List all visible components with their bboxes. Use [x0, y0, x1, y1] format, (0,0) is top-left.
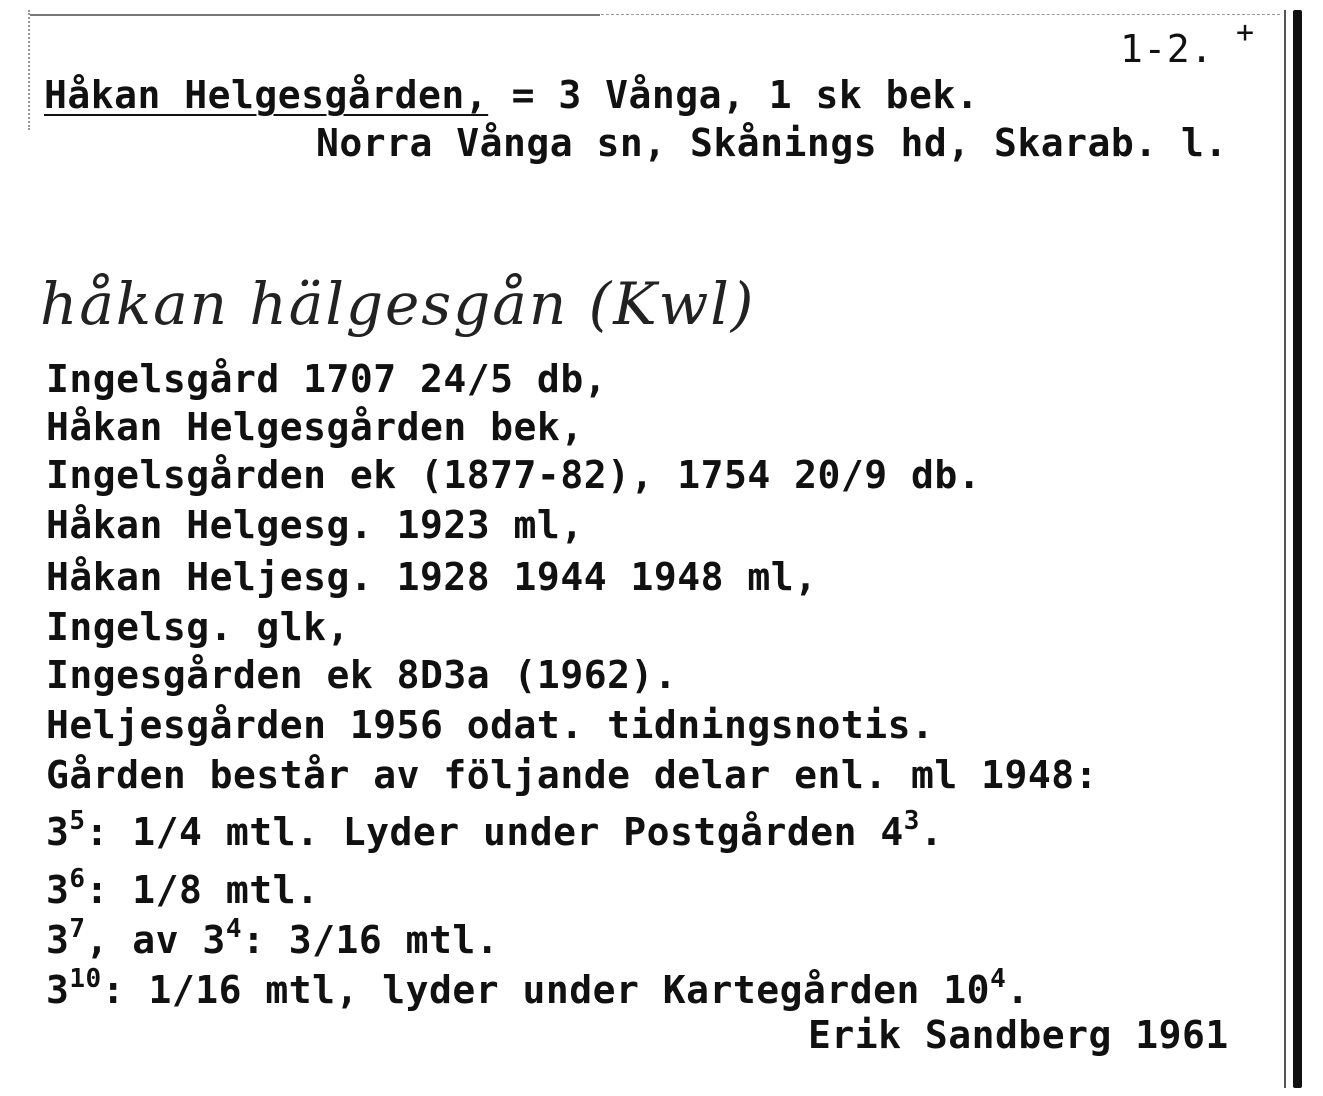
heading-name: Håkan Helgesgården,: [44, 73, 489, 117]
body-line-3: Ingelsgården ek (1877-82), 1754 20/9 db.: [46, 453, 982, 497]
body-line-2: Håkan Helgesgården bek,: [46, 405, 584, 449]
part-line-4: $3^{10}$: 1/16 mtl, lyder under Kartegården $10^4$.: [46, 964, 1030, 1012]
card-right-edge: [1293, 10, 1302, 1088]
body-line-4: Håkan Helgesg. 1923 ml,: [46, 503, 584, 547]
part-line-3: $3^7$, av $3^4$: 3/16 mtl.: [46, 914, 500, 962]
card-left-edge: [28, 10, 30, 130]
body-line-5: Håkan Heljesg. 1928 1944 1948 ml,: [46, 555, 818, 599]
part-line-1: $3^5$: 1/4 mtl. Lyder under Postgården $4^3$.: [46, 806, 944, 854]
body-line-7: Ingesgården ek 8D3a (1962).: [46, 653, 678, 697]
heading-rest: = 3 Vånga, 1 sk bek.: [488, 73, 980, 117]
body-line-6: Ingelsg. glk,: [46, 605, 350, 649]
location-line: Norra Vånga sn, Skånings hd, Skarab. l.: [316, 121, 1228, 165]
handwritten-text: håkan hälgesgån (Kwl): [40, 270, 756, 338]
body-line-8: Heljesgården 1956 odat. tidningsnotis.: [46, 703, 935, 747]
handwritten-annotation: [40, 240, 1060, 340]
body-line-1: Ingelsgård 1707 24/5 db,: [46, 357, 608, 401]
card-reference: 1-2.: [1120, 27, 1214, 71]
plus-mark: +: [1236, 15, 1255, 50]
card-top-edge-dark: [30, 14, 600, 16]
signature: Erik Sandberg 1961: [808, 1013, 1229, 1057]
part-line-2: $3^6$: 1/8 mtl.: [46, 864, 320, 912]
card-right-edge-thin: [1284, 10, 1286, 1088]
heading-line: [44, 73, 980, 117]
body-line-9: Gården består av följande delar enl. ml 1948:: [46, 753, 1099, 797]
